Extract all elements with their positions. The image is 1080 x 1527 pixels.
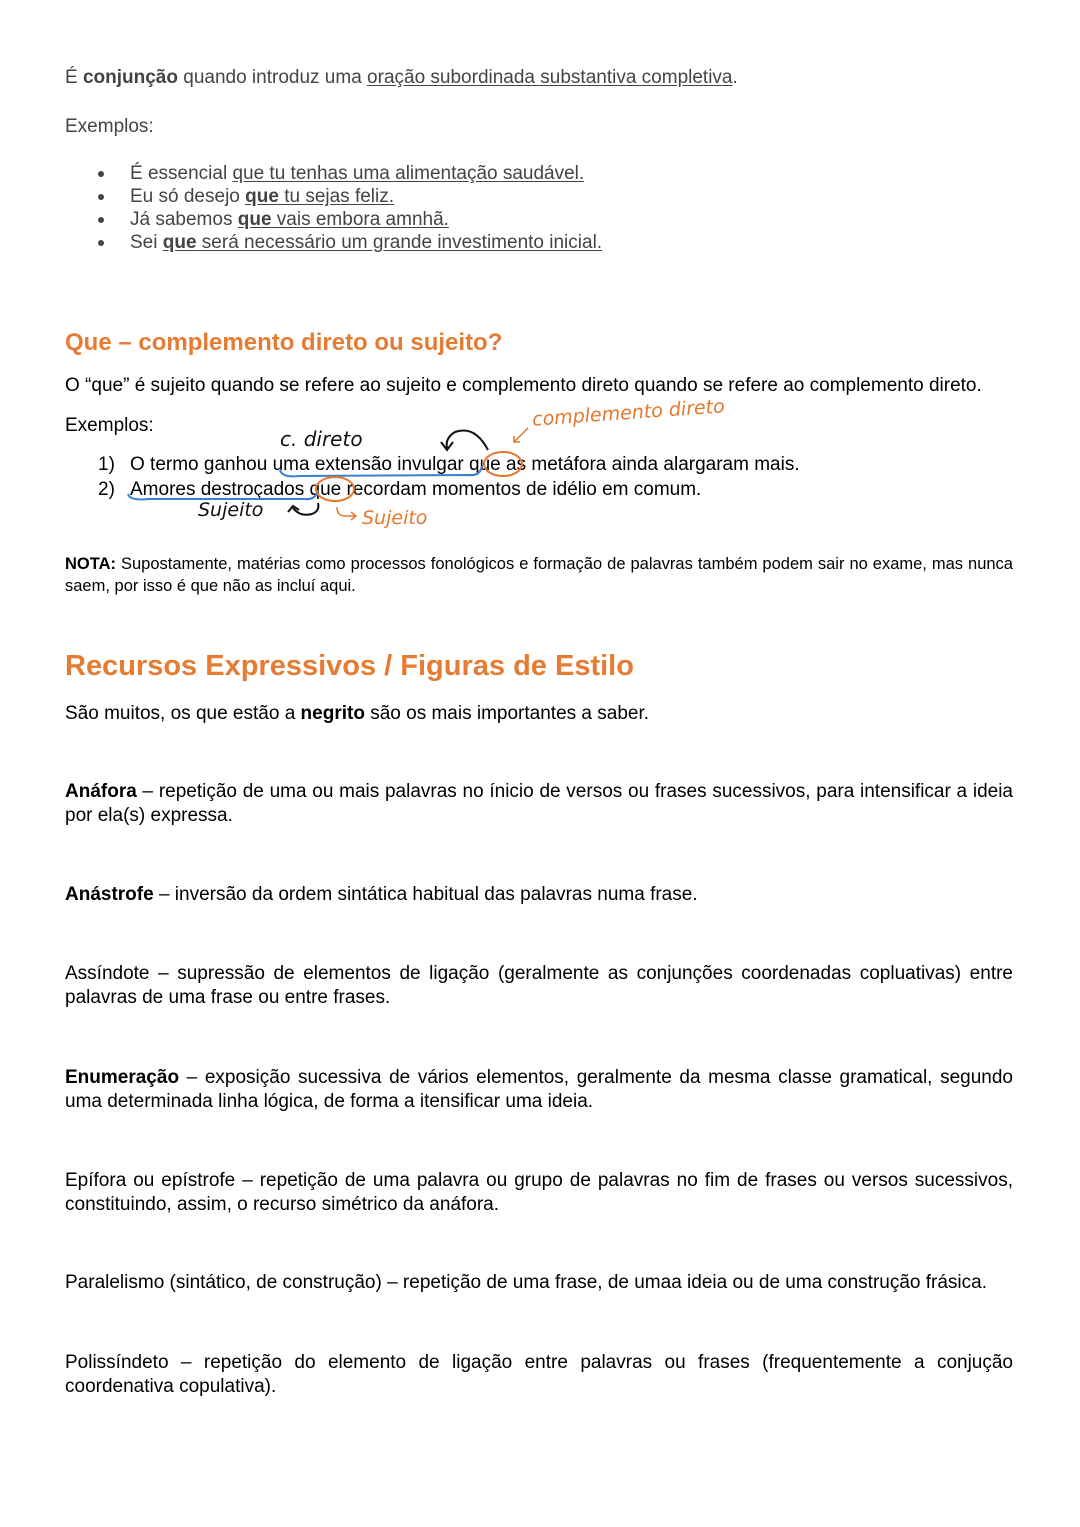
example-text: as metáfora ainda alargaram mais. — [500, 454, 800, 475]
example-underlined: que tu tenhas uma alimentação saudável. — [232, 163, 585, 184]
figure-definition: – repetição do elemento de ligação entre palavras ou frases (frequentemente a conjução coordenativa copulativa). — [65, 1352, 1013, 1397]
example-text: recordam momentos de idélio em comum. — [341, 479, 702, 500]
intro-text: São muitos, os que estão a — [65, 703, 301, 724]
figure-definition: – inversão da ordem sintática habitual das palavras numa frase. — [153, 884, 698, 905]
example-marked-cd: uma extensão invulgar — [272, 454, 464, 475]
intro-text: É — [65, 67, 83, 88]
example-underlined: será necessário um grande investimento inicial. — [196, 232, 603, 253]
figure-anafora — [65, 780, 1013, 828]
section-heading-que: Que – complemento direto ou sujeito? — [65, 329, 503, 356]
conjunction-intro — [65, 66, 738, 90]
intro-bold: negrito — [300, 703, 365, 724]
list-item — [65, 162, 965, 185]
intro-underlined-term: oração subordinada substantiva completiva — [367, 67, 733, 88]
curved-arrow-icon — [447, 430, 488, 450]
annotation-complemento-direto: complemento direto — [531, 395, 726, 431]
example-underlined: vais embora amnhã. — [271, 209, 449, 230]
orange-hook-arrow-icon — [337, 507, 356, 520]
intro-bold-term: conjunção — [82, 67, 178, 88]
intro-text: são os mais importantes a saber. — [364, 703, 650, 724]
list-number: 1) — [98, 454, 115, 475]
example-text: Já sabemos — [130, 209, 238, 230]
figure-definition: – repetição de uma ou mais palavras no ínicio de versos ou frases sucessivos, para intensificar a ideia por ela(s) expressa. — [65, 781, 1013, 826]
figure-paralelismo — [65, 1271, 987, 1295]
figure-definition: – supressão de elementos de ligação (geralmente as conjunções coordenadas copluativas) entre palavras de uma frase ou entre frases. — [65, 963, 1013, 1008]
figure-term: Polissíndeto — [65, 1352, 169, 1373]
list-item — [65, 452, 965, 477]
conjunction-examples-list — [65, 162, 965, 254]
figure-term: Epífora ou epístrofe — [65, 1170, 236, 1191]
examples-label: Exemplos: — [65, 116, 154, 137]
example-bold: que — [245, 186, 279, 207]
note-label: NOTA: — [65, 555, 117, 573]
figure-term: Enumeração — [65, 1067, 180, 1088]
bullet-icon — [98, 194, 104, 200]
example-bold: que — [237, 209, 272, 230]
example-underlined: tu sejas feliz. — [278, 186, 395, 207]
example-text: O termo ganhou — [130, 454, 273, 475]
intro-text: quando introduz uma — [177, 67, 368, 88]
figure-term: Paralelismo (sintático, de construção) — [65, 1272, 382, 1293]
figure-anastrofe — [65, 883, 1013, 907]
example-marked-subject: Amores destroçados — [130, 479, 305, 500]
recursos-intro — [65, 702, 649, 726]
figure-definition: – repetição de uma frase, de umaa ideia ou de uma construção frásica. — [381, 1272, 987, 1293]
figure-epifora — [65, 1169, 1013, 1217]
hook-arrow-icon — [293, 503, 318, 515]
intro-text: . — [732, 67, 738, 88]
orange-arrow-icon — [514, 428, 528, 442]
annotation-c-direto: c. direto — [280, 427, 363, 451]
figure-term: Anástrofe — [65, 884, 154, 905]
list-item — [65, 208, 965, 231]
annotation-sujeito-orange: Sujeito — [362, 507, 428, 529]
bullet-icon — [98, 217, 104, 223]
list-number: 2) — [98, 479, 115, 500]
bullet-icon — [98, 240, 104, 246]
figure-definition: – repetição de uma palavra ou grupo de palavras no fim de frases ou versos sucessivos, constituindo, assim, o recurso simétrico da anáfora. — [65, 1170, 1013, 1215]
example-text: É essencial — [130, 163, 233, 184]
list-item — [65, 231, 965, 254]
figure-term: Assíndote — [65, 963, 150, 984]
example-que-circled: que — [309, 479, 342, 500]
figure-definition: – exposição sucessiva de vários elementos, geralmente da mesma classe gramatical, segundo uma determinada linha lógica, de forma a itensificar uma ideia. — [65, 1067, 1013, 1112]
list-item — [65, 185, 965, 208]
note-text: Supostamente, matérias como processos fonológicos e formação de palavras também podem sair no exame, mas nunca saem, por isso é que não as incluí aqui. — [65, 555, 1013, 595]
figure-polissindeto — [65, 1351, 1013, 1399]
example-bold: que — [162, 232, 197, 253]
figure-term: Anáfora — [65, 781, 137, 802]
example-text: Sei — [130, 232, 163, 253]
que-description: O “que” é sujeito quando se refere ao sujeito e complemento direto quando se refere ao complemento direto. — [65, 375, 982, 396]
note-paragraph — [65, 553, 1013, 597]
arrow-head-icon — [441, 442, 453, 450]
section-heading-recursos: Recursos Expressivos / Figuras de Estilo — [65, 650, 634, 682]
example-text: Eu só desejo — [130, 186, 246, 207]
bullet-icon — [98, 171, 104, 177]
figure-enumeracao — [65, 1066, 1013, 1114]
example-que-circled: que — [469, 454, 501, 475]
arrow-head-icon — [288, 506, 299, 512]
figure-assindote — [65, 962, 1013, 1010]
que-examples-label: Exemplos: — [65, 415, 154, 436]
que-examples-list — [65, 452, 965, 502]
annotation-sujeito-black: Sujeito — [198, 499, 264, 521]
